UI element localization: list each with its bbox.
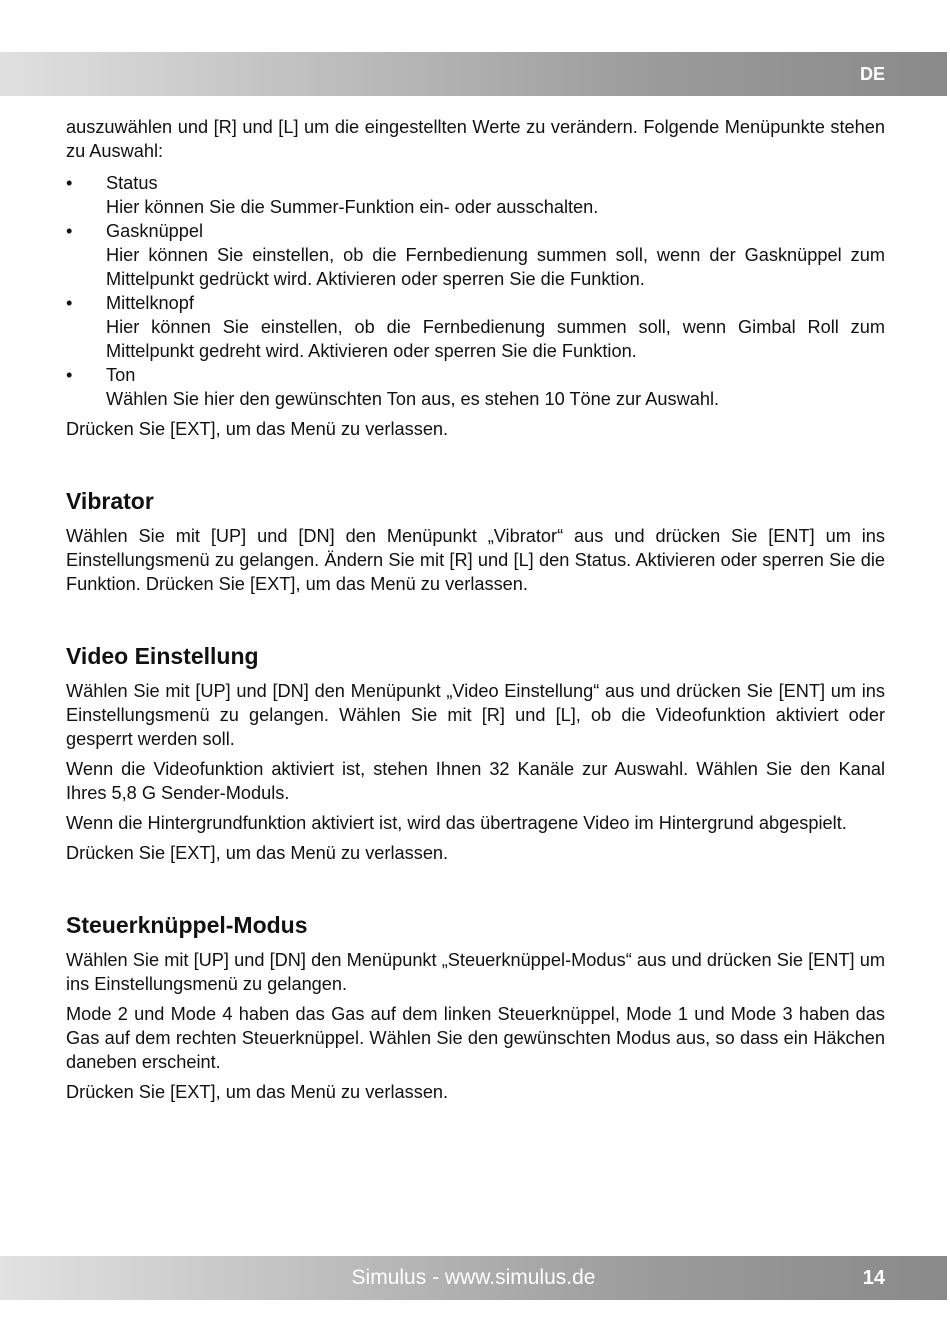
exit-instruction: Drücken Sie [EXT], um das Menü zu verlassen.: [66, 419, 449, 439]
bullet-icon: •: [66, 173, 73, 193]
page-number: 14: [862, 1267, 885, 1289]
section-heading-stick-mode: Steuerknüppel-Modus: [66, 912, 308, 938]
item-title: Ton: [106, 365, 136, 385]
footer-website-text: Simulus - www.simulus.de: [351, 1266, 596, 1289]
item-description: Hier können Sie die Summer-Funktion ein- oder ausschalten.: [106, 197, 599, 217]
section-heading-video: Video Einstellung: [66, 643, 259, 669]
item-title: Status: [106, 173, 158, 193]
item-description: Hier können Sie einstellen, ob die Fernbedienung summen soll, wenn der Gasknüppel zum Mittelpunkt gedrückt wird. Aktivieren oder sperren Sie die Funktion.: [106, 245, 885, 289]
stick-mode-paragraph: Mode 2 und Mode 4 haben das Gas auf dem linken Steuerknüppel, Mode 1 und Mode 3 haben das Gas auf dem rechten Steuerknüppel. Wählen Sie den gewünschten Modus aus, so dass ein Häkchen daneben erscheint.: [66, 1004, 885, 1072]
video-paragraph: Wählen Sie mit [UP] und [DN] den Menüpunkt „Video Einstellung“ aus und drücken Sie [ENT] um ins Einstellungsmenü zu gelangen. Wählen Sie mit [R] und [L], ob die Videofunktion aktiviert oder gesperrt werden soll.: [66, 681, 885, 749]
header-band: [0, 52, 947, 96]
bullet-icon: •: [66, 293, 73, 313]
menu-items-list: [66, 171, 885, 411]
video-paragraph: Wenn die Hintergrundfunktion aktiviert ist, wird das übertragene Video im Hintergrund abgespielt.: [66, 813, 847, 833]
video-paragraph: Wenn die Videofunktion aktiviert ist, stehen Ihnen 32 Kanäle zur Auswahl. Wählen Sie den Kanal Ihres 5,8 G Sender-Moduls.: [66, 759, 885, 803]
bullet-icon: •: [66, 365, 73, 385]
video-paragraph: Drücken Sie [EXT], um das Menü zu verlassen.: [66, 843, 449, 863]
footer-band: [0, 1256, 947, 1300]
item-description: Hier können Sie einstellen, ob die Fernbedienung summen soll, wenn Gimbal Roll zum Mittelpunkt gedreht wird. Aktivieren oder sperren Sie die Funktion.: [106, 317, 885, 361]
list-item: [66, 219, 885, 291]
item-description: Wählen Sie hier den gewünschten Ton aus, es stehen 10 Töne zur Auswahl.: [106, 389, 720, 409]
vibrator-paragraph: Wählen Sie mit [UP] und [DN] den Menüpunkt „Vibrator“ aus und drücken Sie [ENT] um ins Einstellungsmenü zu gelangen. Ändern Sie mit [R] und [L] den Status. Aktivieren oder sperren Sie die Funktion. Drücken Sie [EXT], um das Menü zu verlassen.: [66, 526, 885, 594]
list-item: [66, 291, 885, 363]
section-heading-vibrator: Vibrator: [66, 488, 154, 514]
language-label: DE: [859, 64, 885, 84]
page-content: [66, 115, 885, 1110]
bullet-icon: •: [66, 221, 73, 241]
stick-mode-paragraph: Wählen Sie mit [UP] und [DN] den Menüpunkt „Steuerknüppel-Modus“ aus und drücken Sie [ENT] um ins Einstellungsmenü zu gelangen.: [66, 950, 885, 994]
stick-mode-paragraph: Drücken Sie [EXT], um das Menü zu verlassen.: [66, 1082, 449, 1102]
item-title: Gasknüppel: [106, 221, 204, 241]
intro-paragraph: auszuwählen und [R] und [L] um die eingestellten Werte zu verändern. Folgende Menüpunkte stehen zu Auswahl:: [66, 117, 885, 161]
list-item: [66, 171, 885, 219]
list-item: [66, 363, 885, 411]
item-title: Mittelknopf: [106, 293, 194, 313]
